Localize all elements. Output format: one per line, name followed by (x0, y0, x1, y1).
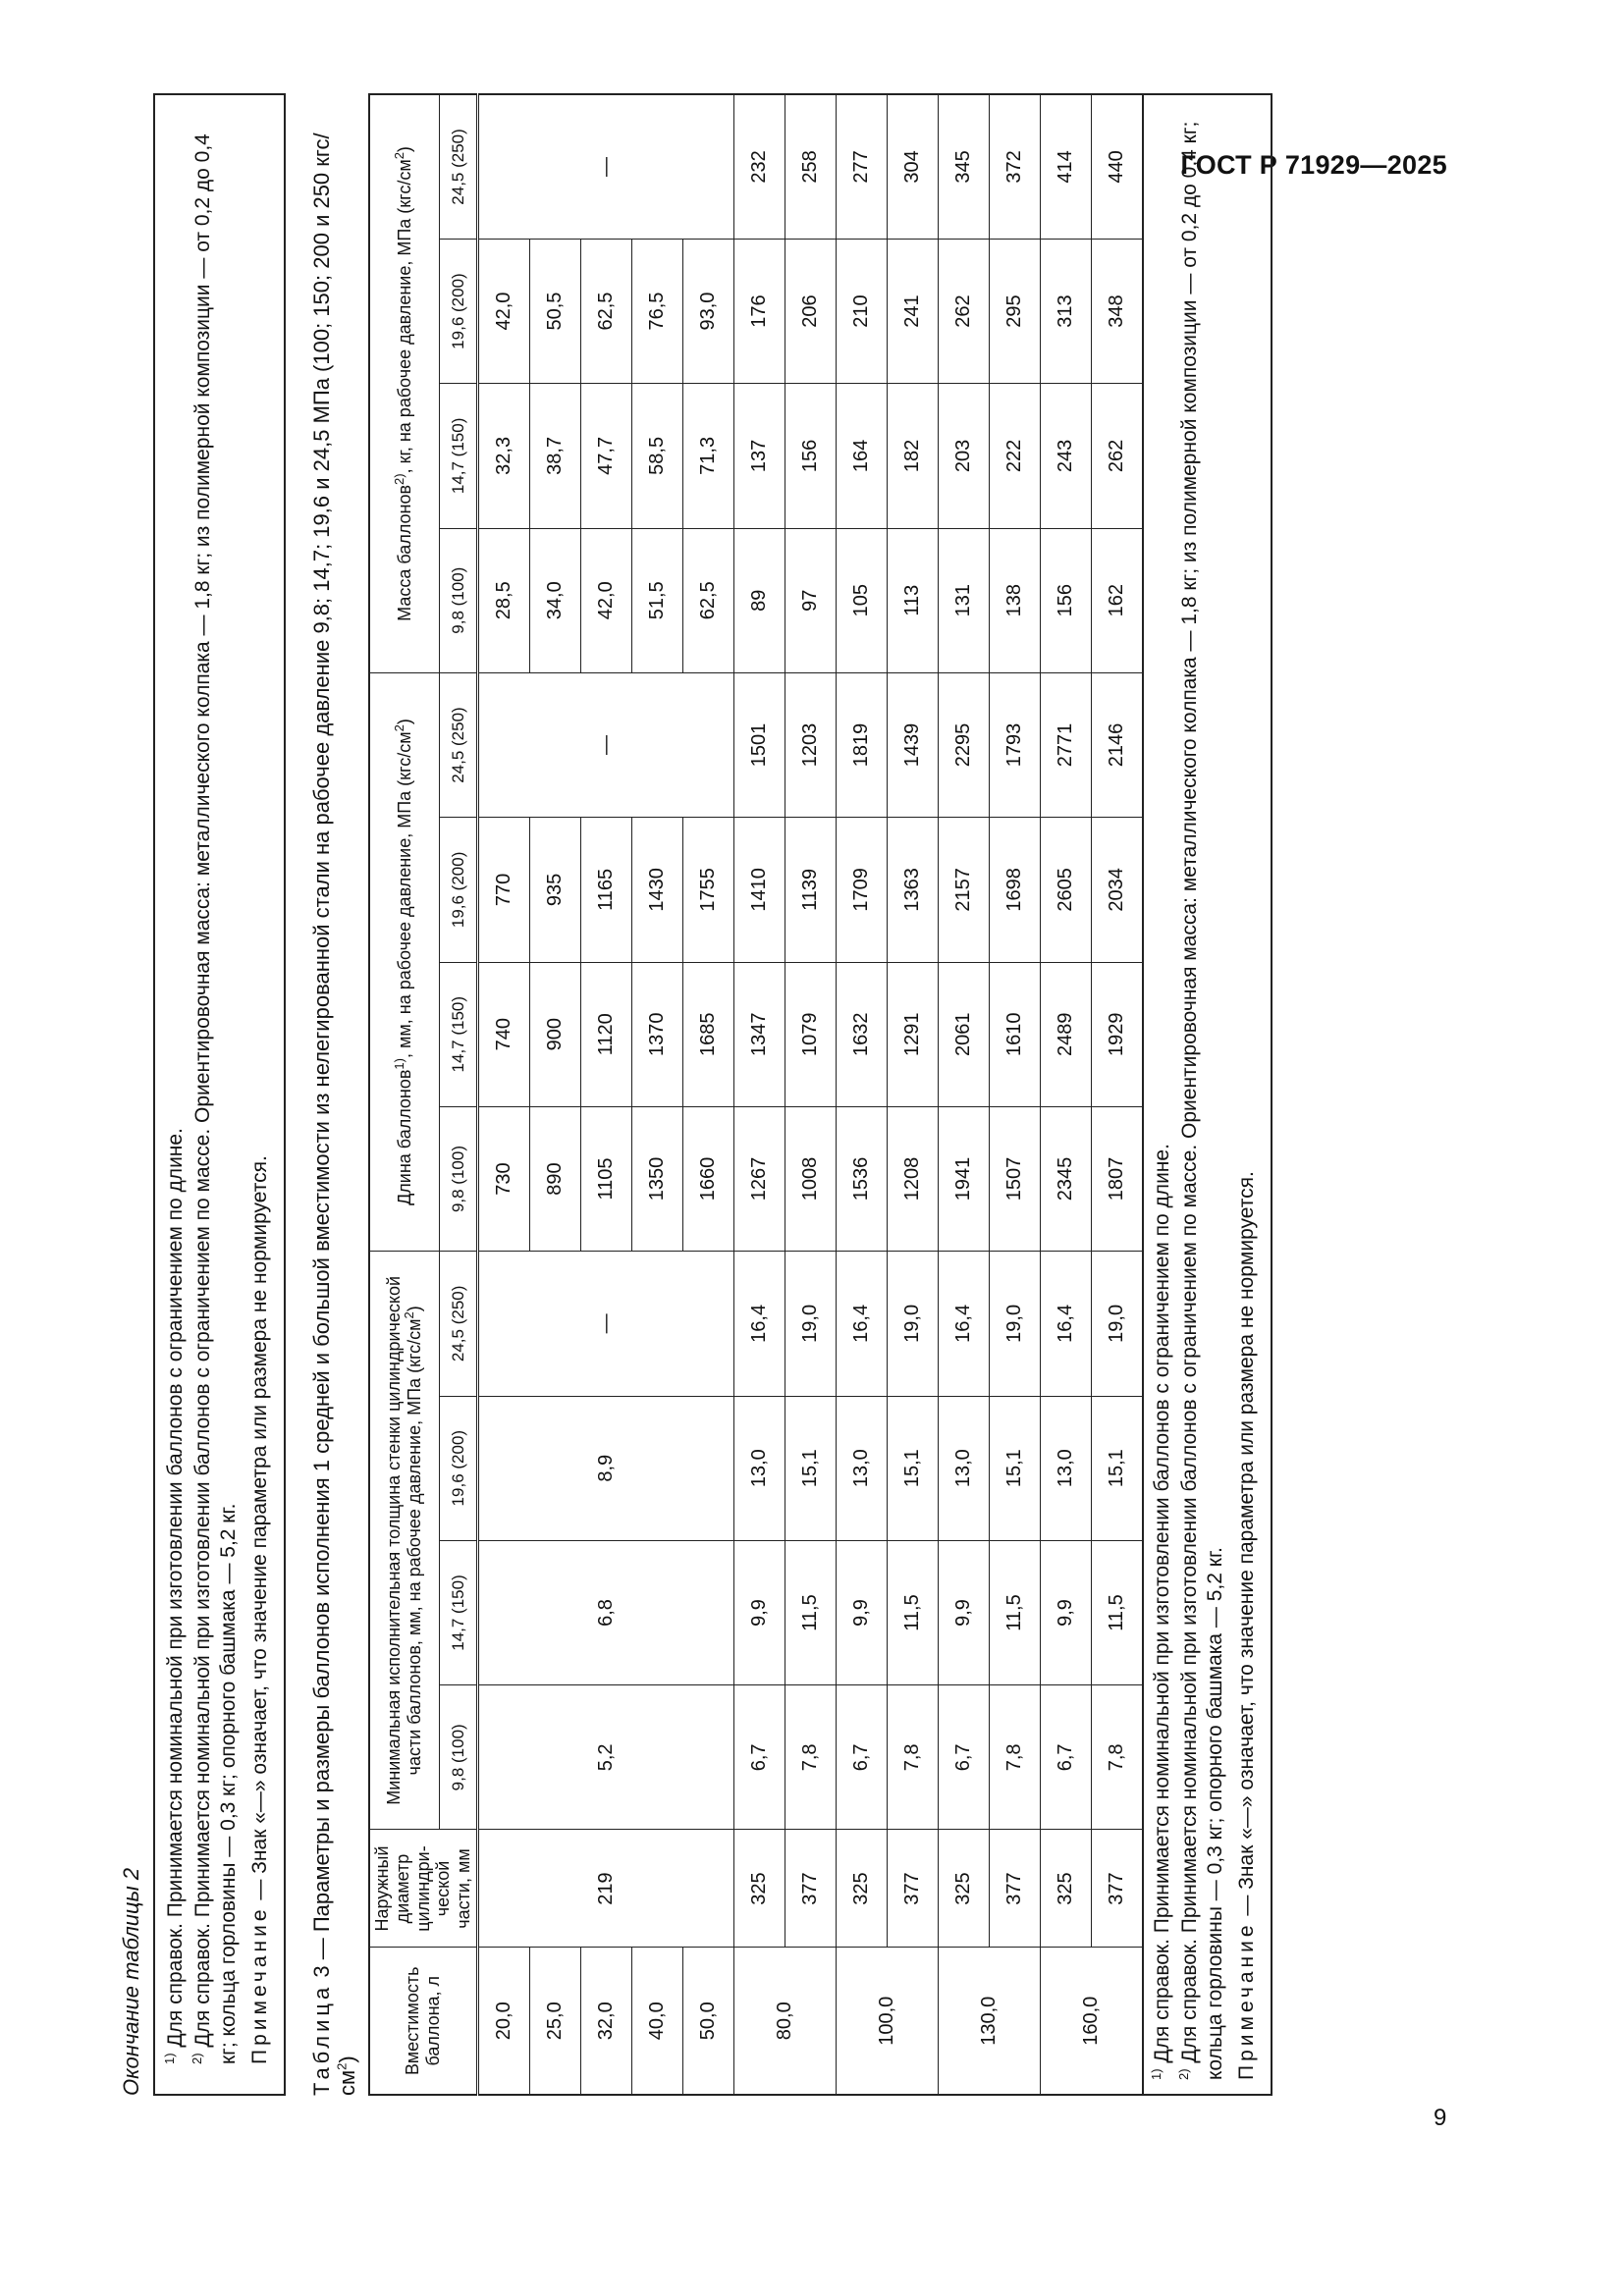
length-cell: 1105 (580, 1106, 631, 1251)
length-cell: 1501 (733, 672, 785, 817)
length-cell: 1165 (580, 818, 631, 962)
wall-cell: 7,8 (785, 1685, 836, 1830)
diameter-cell: 325 (938, 1830, 989, 1948)
wall-cell: 19,0 (989, 1252, 1040, 1396)
length-cell: 1203 (785, 672, 836, 817)
mass-cell: 262 (938, 239, 989, 383)
mass-cell: 97 (785, 528, 836, 672)
pressure-header: 24,5 (250) (439, 94, 477, 239)
mass-cell: 138 (989, 528, 1040, 672)
mass-cell: 206 (785, 239, 836, 383)
mass-cell: 182 (887, 384, 938, 528)
mass-cell: 137 (733, 384, 785, 528)
note-label: Примечание (248, 1905, 272, 2064)
mass-cell: 176 (733, 239, 785, 383)
wall-cell: 13,0 (1040, 1396, 1091, 1540)
length-cell: 1350 (631, 1106, 682, 1251)
header-length-group: Длина баллонов$^{1)}$, мм, на рабочее давление, МПа $(кгс/см^2)$ (369, 672, 439, 1251)
capacity-cell: 160,0 (1040, 1948, 1143, 2095)
wall-cell: 11,5 (785, 1540, 836, 1684)
length-cell: 1819 (836, 672, 887, 817)
mass-cell: 262 (1091, 384, 1143, 528)
wall-cell: 15,1 (1091, 1396, 1143, 1540)
length-cell: 1507 (989, 1106, 1040, 1251)
wall-cell: 15,1 (989, 1396, 1040, 1540)
document-code: ГОСТ Р 71929—2025 (1180, 150, 1447, 180)
table-row (1040, 94, 1091, 2095)
pressure-header: 24,5 (250) (439, 672, 477, 817)
table-label: Таблица (308, 1983, 334, 2096)
length-cell: 2605 (1040, 818, 1091, 962)
rotated-content (108, 93, 1424, 2096)
length-cell: 2061 (938, 962, 989, 1106)
table3-caption (309, 93, 361, 2096)
mass-cell: 62,5 (580, 239, 631, 383)
length-cell: 1008 (785, 1106, 836, 1251)
mass-cell: 38,7 (529, 384, 580, 528)
capacity-cell: 130,0 (938, 1948, 1040, 2095)
wall-cell: 16,4 (836, 1252, 887, 1396)
diameter-cell: 219 (477, 1830, 733, 1948)
pressure-header: 9,8 (100) (439, 1106, 477, 1251)
footnote-text: Для справок. Принимается номинальной при изготовлении баллонов с ограничением по массе. Ориентировочная масса: металлического колпака — 1,8 кг; из полимерной композиции — от 0,2 до 0,4 кг; кольца горловины — 0,3 кг; опорного башмака — 5,2 кг. (1177, 121, 1227, 2080)
table-row (989, 94, 1040, 2095)
footnote-text: Для справок. Принимается номинальной при изготовлении баллонов с ограничением по массе. Ориентировочная масса: металлического колпака — 1,8 кг; из полимерной композиции — от 0,2 до 0,4 кг; кольца горловины — 0,3 кг; опорного башмака — 5,2 кг. (190, 133, 240, 2064)
table2-footnote-2 (190, 109, 243, 2064)
mass-cell: 47,7 (580, 384, 631, 528)
length-cell: 2295 (938, 672, 989, 817)
wall-cell: 6,7 (836, 1685, 887, 1830)
wall-cell: 6,7 (938, 1685, 989, 1830)
length-cell: 1363 (887, 818, 938, 962)
diameter-cell: 325 (836, 1830, 887, 1948)
mass-cell: 295 (989, 239, 1040, 383)
capacity-cell: 25,0 (529, 1948, 580, 2095)
table-row (887, 94, 938, 2095)
mass-cell: 372 (989, 94, 1040, 239)
length-cell: 1610 (989, 962, 1040, 1106)
caption-end: ) (334, 2056, 359, 2063)
wall-cell: 9,9 (836, 1540, 887, 1684)
footnote-mark: 1) (161, 2053, 177, 2064)
mass-cell: 131 (938, 528, 989, 672)
footnote-text: Для справок. Принимается номинальной при изготовлении баллонов с ограничением по длине. (163, 1128, 187, 2048)
mass-cell: 51,5 (631, 528, 682, 672)
length-cell: 2345 (1040, 1106, 1091, 1251)
table2-continuation-title: Окончание таблицы 2 (119, 1867, 143, 2096)
mass-cell: 348 (1091, 239, 1143, 383)
large-rows (733, 94, 1143, 2095)
length-cell: 2034 (1091, 818, 1143, 962)
length-cell: 2146 (1091, 672, 1143, 817)
mass-cell: 203 (938, 384, 989, 528)
header-diameter: Наружный диаметр цилиндри-ческой части, мм (369, 1830, 477, 1948)
wall-cell: 9,9 (938, 1540, 989, 1684)
table2-note (247, 109, 273, 2064)
length-cell: 1632 (836, 962, 887, 1106)
length-cell: 1079 (785, 962, 836, 1106)
mass-cell: 42,0 (477, 239, 529, 383)
wall-cell: 15,1 (785, 1396, 836, 1540)
wall-cell: 11,5 (1091, 1540, 1143, 1684)
diameter-cell: 377 (785, 1830, 836, 1948)
caption-sup: 2 (334, 2062, 350, 2070)
length-cell: 1709 (836, 818, 887, 962)
length-cell: 2157 (938, 818, 989, 962)
wall-cell: 16,4 (938, 1252, 989, 1396)
length-cell: 1120 (580, 962, 631, 1106)
mass-cell: 156 (785, 384, 836, 528)
length-cell: 1410 (733, 818, 785, 962)
wall-cell: 11,5 (887, 1540, 938, 1684)
wall-cell: 13,0 (836, 1396, 887, 1540)
diameter-cell: 377 (989, 1830, 1040, 1948)
note-text: — Знак «—» означает, что значение параметра или размера не нормируется. (1235, 1171, 1259, 1922)
footnote-mark: 1) (1148, 2068, 1164, 2080)
wall-cell: 16,4 (1040, 1252, 1091, 1396)
length-cell: 1685 (682, 962, 733, 1106)
length-cell: 1929 (1091, 962, 1143, 1106)
wall-cell: — (477, 1252, 733, 1396)
mass-cell: 34,0 (529, 528, 580, 672)
length-cell: 2771 (1040, 672, 1091, 817)
length-cell: 1208 (887, 1106, 938, 1251)
wall-cell: 7,8 (989, 1685, 1040, 1830)
mass-cell: 345 (938, 94, 989, 239)
capacity-cell: 100,0 (836, 1948, 938, 2095)
table3-footnote-2 (1177, 109, 1229, 2080)
length-cell: 2489 (1040, 962, 1091, 1106)
wall-cell: 19,0 (785, 1252, 836, 1396)
wall-cell: 5,2 (477, 1685, 733, 1830)
mass-cell: 93,0 (682, 239, 733, 383)
wall-cell: 8,9 (477, 1396, 733, 1540)
table3-footnotes (1144, 93, 1272, 2096)
wall-cell: 11,5 (989, 1540, 1040, 1684)
length-cell: 890 (529, 1106, 580, 1251)
mass-cell: 440 (1091, 94, 1143, 239)
diameter-cell: 325 (1040, 1830, 1091, 1948)
wall-cell: 9,9 (1040, 1540, 1091, 1684)
mass-cell: 89 (733, 528, 785, 672)
table3 (368, 93, 1143, 2096)
mass-cell: 32,3 (477, 384, 529, 528)
mass-cell: 162 (1091, 528, 1143, 672)
footnote-mark: 2) (189, 2053, 204, 2064)
capacity-cell: 50,0 (682, 1948, 733, 2095)
pressure-header: 19,6 (200) (439, 239, 477, 383)
length-cell: 900 (529, 962, 580, 1106)
capacity-cell: 40,0 (631, 1948, 682, 2095)
header-capacity: Вместимость баллона, л (369, 1948, 477, 2095)
diameter-cell: 325 (733, 1830, 785, 1948)
wall-cell: 19,0 (887, 1252, 938, 1396)
mass-cell: 28,5 (477, 528, 529, 672)
table2-footnote-1 (163, 109, 189, 2064)
wall-cell: 15,1 (887, 1396, 938, 1540)
table3-note (1234, 109, 1260, 2080)
wall-cell: 13,0 (733, 1396, 785, 1540)
note-text: — Знак «—» означает, что значение параметра или размера не нормируется. (248, 1155, 272, 1906)
diameter-cell: 377 (887, 1830, 938, 1948)
length-cell: 1439 (887, 672, 938, 817)
diameter-cell: 377 (1091, 1830, 1143, 1948)
length-cell: 770 (477, 818, 529, 962)
header-wall-group: Минимальная исполнительная толщина стенки цилиндрической части баллонов, мм, на рабочее давление, МПа $(кгс/см^2)$ (369, 1252, 439, 1830)
mass-cell: 71,3 (682, 384, 733, 528)
footnote-mark: 2) (1175, 2068, 1191, 2080)
mass-cell: 304 (887, 94, 938, 239)
mass-cell: 277 (836, 94, 887, 239)
wall-cell: 6,8 (477, 1540, 733, 1684)
wall-cell: 6,7 (733, 1685, 785, 1830)
table2-footnotes-box (153, 93, 286, 2096)
pressure-header: 24,5 (250) (439, 1252, 477, 1396)
footnote-text: Для справок. Принимается номинальной при изготовлении баллонов с ограничением по длине. (1150, 1144, 1173, 2063)
pressure-header: 19,6 (200) (439, 1396, 477, 1540)
table-row (477, 94, 529, 2095)
length-cell: 935 (529, 818, 580, 962)
mass-cell: 113 (887, 528, 938, 672)
wall-cell: 16,4 (733, 1252, 785, 1396)
page-number: 9 (1434, 2105, 1447, 2131)
pressure-header: 9,8 (100) (439, 528, 477, 672)
mass-cell: 164 (836, 384, 887, 528)
mass-cell: 313 (1040, 239, 1091, 383)
mass-cell: 414 (1040, 94, 1091, 239)
capacity-cell: 20,0 (477, 1948, 529, 2095)
mass-cell: 156 (1040, 528, 1091, 672)
length-cell: 1139 (785, 818, 836, 962)
mass-cell: 243 (1040, 384, 1091, 528)
table-row (938, 94, 989, 2095)
length-cell: 1267 (733, 1106, 785, 1251)
length-cell: 1793 (989, 672, 1040, 817)
length-cell: 1698 (989, 818, 1040, 962)
length-cell: 1536 (836, 1106, 887, 1251)
table-row (1091, 94, 1143, 2095)
length-cell: 1941 (938, 1106, 989, 1251)
mass-cell: 76,5 (631, 239, 682, 383)
wall-cell: 13,0 (938, 1396, 989, 1540)
length-cell: — (477, 672, 733, 817)
length-cell: 1347 (733, 962, 785, 1106)
mass-cell: 222 (989, 384, 1040, 528)
length-cell: 1370 (631, 962, 682, 1106)
wall-cell: 7,8 (887, 1685, 938, 1830)
mass-cell: 58,5 (631, 384, 682, 528)
pressure-header: 14,7 (150) (439, 962, 477, 1106)
pressure-header: 14,7 (150) (439, 1540, 477, 1684)
table3-footnote-1 (1150, 109, 1175, 2080)
mass-cell: 62,5 (682, 528, 733, 672)
length-cell: 1755 (682, 818, 733, 962)
length-cell: 1430 (631, 818, 682, 962)
length-cell: 1807 (1091, 1106, 1143, 1251)
pressure-header: 14,7 (150) (439, 384, 477, 528)
header-mass-group: Масса баллонов$^{2)}$, кг, на рабочее давление, МПа $(кгс/см^2)$ (369, 94, 439, 672)
length-cell: 1291 (887, 962, 938, 1106)
pressure-header: 19,6 (200) (439, 818, 477, 962)
wall-cell: 9,9 (733, 1540, 785, 1684)
mass-cell: 42,0 (580, 528, 631, 672)
note-label: Примечание (1235, 1921, 1259, 2080)
pressure-header: 9,8 (100) (439, 1685, 477, 1830)
mass-cell: 210 (836, 239, 887, 383)
mass-cell: 258 (785, 94, 836, 239)
length-cell: 1660 (682, 1106, 733, 1251)
table-row (836, 94, 887, 2095)
capacity-cell: 32,0 (580, 1948, 631, 2095)
table-row (733, 94, 785, 2095)
capacity-cell: 80,0 (733, 1948, 836, 2095)
table-row (785, 94, 836, 2095)
mass-cell: 232 (733, 94, 785, 239)
wall-cell: 6,7 (1040, 1685, 1091, 1830)
mass-cell: — (477, 94, 733, 239)
mass-cell: 50,5 (529, 239, 580, 383)
caption-text: 3 — Параметры и размеры баллонов исполнения 1 средней и большой вместимости из нелегированной стали на рабочее давление 9,8; 14,7; 19,6 и 24,5 МПа (100; 150; 200 и 250 кгс/см (308, 133, 359, 2096)
length-cell: 730 (477, 1106, 529, 1251)
wall-cell: 7,8 (1091, 1685, 1143, 1830)
length-cell: 740 (477, 962, 529, 1106)
wall-cell: 19,0 (1091, 1252, 1143, 1396)
mass-cell: 105 (836, 528, 887, 672)
mass-cell: 241 (887, 239, 938, 383)
